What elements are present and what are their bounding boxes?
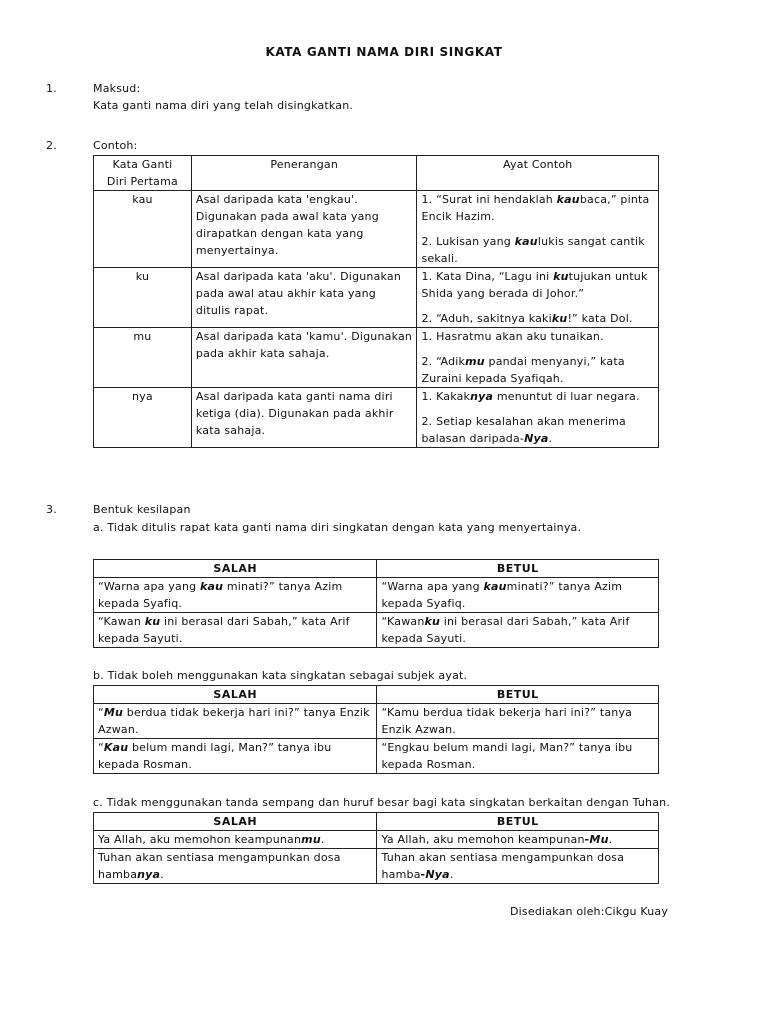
table-cell-desc: Asal daripada kata 'engkau'. Digunakan pada awal kata yang dirapatkan dengan kata yang menyertainya. — [191, 191, 417, 268]
table-header-row — [94, 156, 659, 191]
section-1-text: Kata ganti nama diri yang telah disingkatkan. — [93, 99, 354, 112]
table-cell-example: 1. Kakaknya menuntut di luar negara. 2. Setiap kesalahan akan menerima balasan daripada-Nya. — [417, 388, 659, 448]
salah-cell: Tuhan akan sentiasa mengampunkan dosa hambanya. — [94, 849, 377, 884]
salah-header: SALAH — [94, 686, 377, 704]
table-cell-word: mu — [94, 328, 192, 388]
betul-header: BETUL — [377, 813, 659, 831]
section-2-label: Contoh: — [93, 139, 138, 152]
table-header: Penerangan — [191, 156, 417, 191]
section-3-label: Bentuk kesilapan — [93, 503, 191, 516]
table-cell-word: nya — [94, 388, 192, 448]
salah-cell: “Mu berdua tidak bekerja hari ini?” tanya Enzik Azwan. — [94, 704, 377, 739]
table-row — [94, 268, 659, 328]
salah-header: SALAH — [94, 813, 377, 831]
betul-cell: Ya Allah, aku memohon keampunan-Mu. — [377, 831, 659, 849]
prepared-by: Disediakan oleh:Cikgu Kuay — [510, 905, 669, 918]
table-cell-example: 1. Kata Dina, “Lagu ini kutujukan untuk Shida yang berada di Johor.” 2. “Aduh, sakitnya kakiku!” kata Dol. — [417, 268, 659, 328]
table-cell-desc: Asal daripada kata 'aku'. Digunakan pada awal atau akhir kata yang ditulis rapat. — [191, 268, 417, 328]
table-row — [94, 191, 659, 268]
table-cell-desc: Asal daripada kata 'kamu'. Digunakan pada akhir kata sahaja. — [191, 328, 417, 388]
betul-header: BETUL — [377, 686, 659, 704]
salah-cell: Ya Allah, aku memohon keampunanmu. — [94, 831, 377, 849]
table-cell-word: kau — [94, 191, 192, 268]
table-b — [93, 685, 659, 774]
betul-cell: “Warna apa yang kauminati?” tanya Azim kepada Syafiq. — [377, 578, 659, 613]
page-title: KATA GANTI NAMA DIRI SINGKAT — [265, 45, 503, 59]
table-row — [94, 739, 659, 774]
table-c — [93, 812, 659, 884]
salah-cell: “Warna apa yang kau minati?” tanya Azim kepada Syafiq. — [94, 578, 377, 613]
table-cell-word: ku — [94, 268, 192, 328]
section-3-number: 3. — [46, 503, 57, 516]
table-a — [93, 559, 659, 648]
table-row — [94, 613, 659, 648]
section-1-label: Maksud: — [93, 82, 141, 95]
table-row — [94, 831, 659, 849]
betul-cell: “Kawanku ini berasal dari Sabah,” kata Arif kepada Sayuti. — [377, 613, 659, 648]
table-row — [94, 578, 659, 613]
table-header-row — [94, 560, 659, 578]
subsection-a-label: a. Tidak ditulis rapat kata ganti nama diri singkatan dengan kata yang menyertainya. — [93, 521, 582, 534]
table-row — [94, 704, 659, 739]
table-header: Ayat Contoh — [417, 156, 659, 191]
table-cell-example: 1. Hasratmu akan aku tunaikan. 2. “Adikmu pandai menyanyi,” kata Zuraini kepada Syafiqah. — [417, 328, 659, 388]
subsection-b-label: b. Tidak boleh menggunakan kata singkatan sebagai subjek ayat. — [93, 669, 468, 682]
table-row — [94, 849, 659, 884]
betul-cell: Tuhan akan sentiasa mengampunkan dosa hamba-Nya. — [377, 849, 659, 884]
table-cell-example: 1. “Surat ini hendaklah kaubaca,” pinta Encik Hazim. 2. Lukisan yang kaulukis sangat cantik sekali. — [417, 191, 659, 268]
betul-cell: “Kamu berdua tidak bekerja hari ini?” tanya Enzik Azwan. — [377, 704, 659, 739]
table-row — [94, 328, 659, 388]
salah-header: SALAH — [94, 560, 377, 578]
section-2-number: 2. — [46, 139, 57, 152]
table-row — [94, 388, 659, 448]
betul-header: BETUL — [377, 560, 659, 578]
salah-cell: “Kau belum mandi lagi, Man?” tanya ibu kepada Rosman. — [94, 739, 377, 774]
salah-cell: “Kawan ku ini berasal dari Sabah,” kata Arif kepada Sayuti. — [94, 613, 377, 648]
table-header-row — [94, 686, 659, 704]
section-1-number: 1. — [46, 82, 57, 95]
subsection-c-label: c. Tidak menggunakan tanda sempang dan huruf besar bagi kata singkatan berkaitan dengan Tuhan. — [93, 796, 671, 809]
examples-table — [93, 155, 659, 448]
table-header: Kata Ganti Diri Pertama — [94, 156, 192, 191]
table-cell-desc: Asal daripada kata ganti nama diri ketiga (dia). Digunakan pada akhir kata sahaja. — [191, 388, 417, 448]
betul-cell: “Engkau belum mandi lagi, Man?” tanya ibu kepada Rosman. — [377, 739, 659, 774]
table-header-row — [94, 813, 659, 831]
